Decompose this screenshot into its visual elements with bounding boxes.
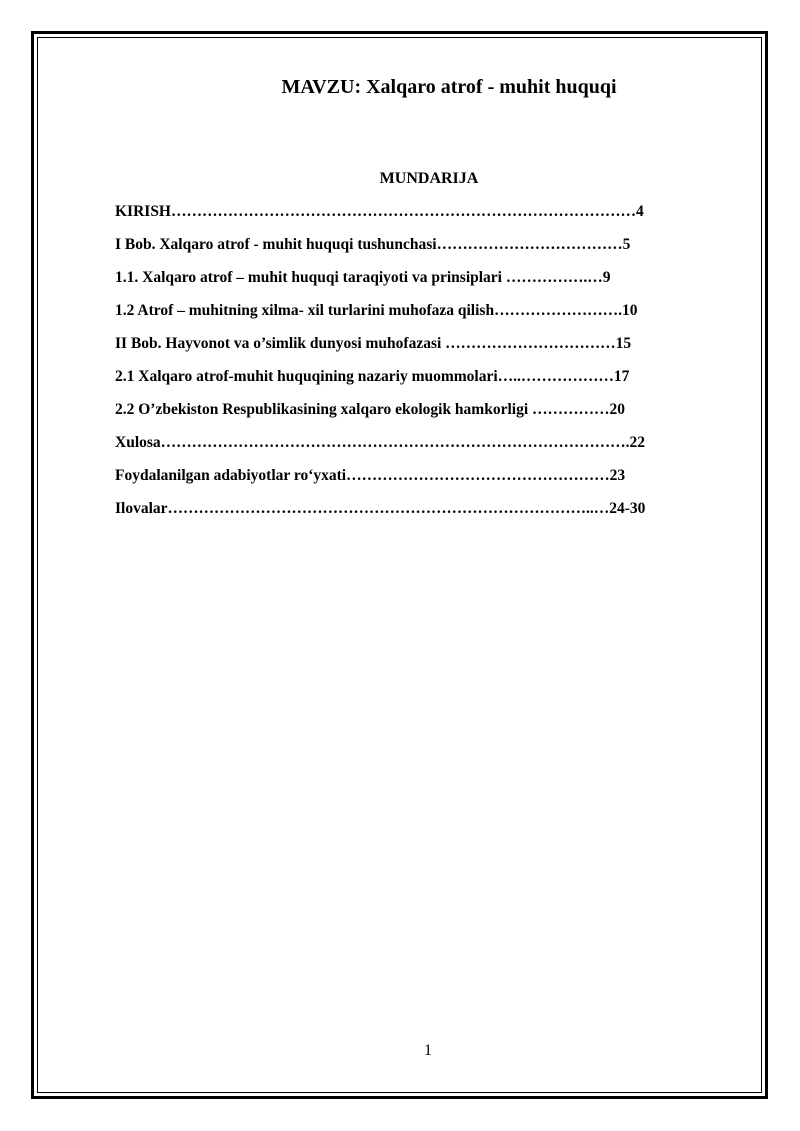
document-title: MAVZU: Xalqaro atrof - muhit huquqi [281, 76, 617, 98]
toc-entry: Xulosa……………………………………………………………………………….22 [115, 434, 646, 451]
toc-entry: I Bob. Xalqaro atrof - muhit huquqi tushunchasi………………………………5 [115, 236, 631, 253]
toc-entry: Foydalanilgan adabiyotlar ro‘yxati……………………………………………23 [115, 467, 626, 484]
toc-entry: KIRISH………………………………………………………………………………4 [115, 203, 644, 220]
toc-entry: 2.2 O’zbekiston Respublikasining xalqaro ekologik hamkorligi ……………20 [115, 401, 626, 418]
toc-entry: 2.1 Xalqaro atrof-muhit huquqining nazariy muommolari…..………………17 [115, 368, 630, 385]
toc-entry: Ilovalar………………………………………………………………………..…24-30 [115, 500, 646, 517]
toc-entry: 1.1. Xalqaro atrof – muhit huquqi taraqiyoti va prinsiplari …………….…9 [115, 269, 611, 286]
toc-heading: MUNDARIJA [379, 170, 479, 187]
toc-entry: II Bob. Hayvonot va o’simlik dunyosi muhofazasi ……………………………15 [115, 335, 632, 352]
page-number: 1 [424, 1042, 432, 1059]
table-of-contents [115, 201, 755, 531]
toc-entry: 1.2 Atrof – muhitning xilma- xil turlarini muhofaza qilish…………………….10 [115, 302, 638, 319]
page-border-inner [37, 37, 762, 1093]
